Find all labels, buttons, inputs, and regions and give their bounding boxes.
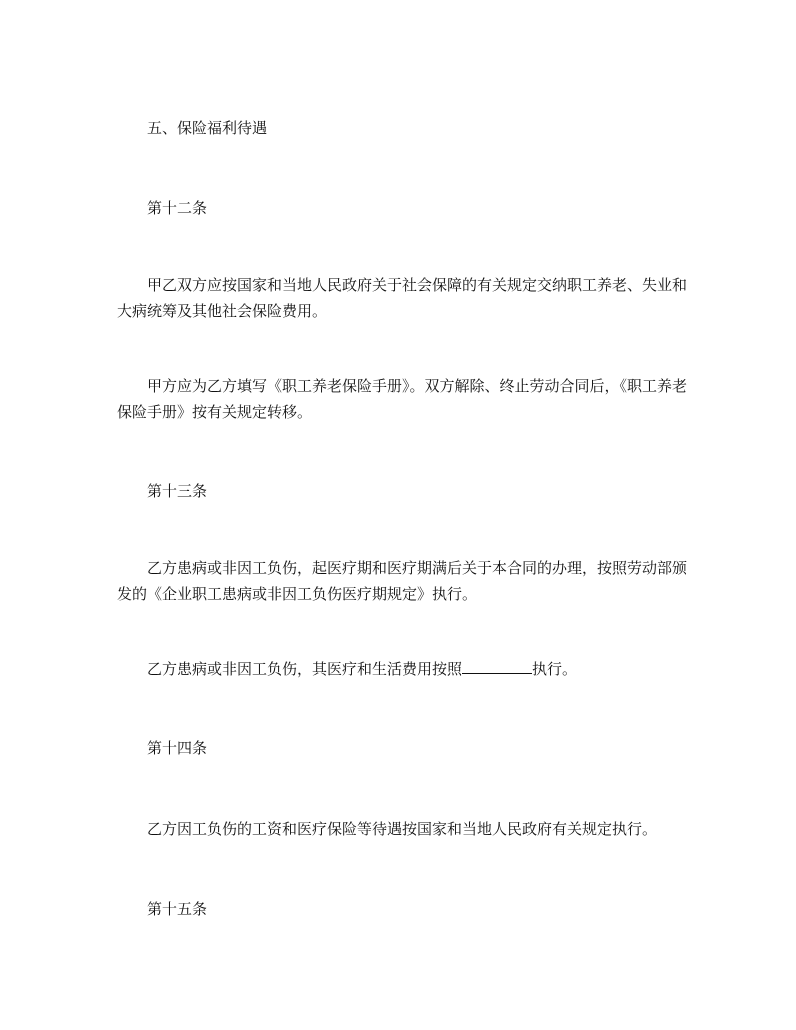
article-13-paragraph-2 [117,656,691,682]
article-12-title: 第十二条 [147,199,208,217]
section-title: 五、保险福利待遇 [147,119,268,137]
article-13-paragraph-1: 乙方患病或非因工负伤，起医疗期和医疗期满后关于本合同的办理，按照劳动部颁发的《企业职工患病或非因工负伤医疗期规定》执行。 [117,559,688,603]
article-14-paragraph-1: 乙方因工负伤的工资和医疗保险等待遇按国家和当地人民政府有关规定执行。 [147,820,658,838]
article-12-paragraph-2: 甲方应为乙方填写《职工养老保险手册》。双方解除、终止劳动合同后，《职工养老保险手册》按有关规定转移。 [117,377,688,421]
article-15-title: 第十五条 [147,900,208,918]
fill-in-blank [462,659,532,674]
article-12-paragraph-1: 甲乙双方应按国家和当地人民政府关于社会保障的有关规定交纳职工养老、失业和大病统筹及其他社会保险费用。 [117,276,688,320]
article-13-paragraph-2-before: 乙方患病或非因工负伤，其医疗和生活费用按照 [147,660,463,678]
article-13-title: 第十三条 [147,482,208,500]
article-13-paragraph-2-after: 执行。 [532,660,578,678]
article-14-title: 第十四条 [147,739,208,757]
